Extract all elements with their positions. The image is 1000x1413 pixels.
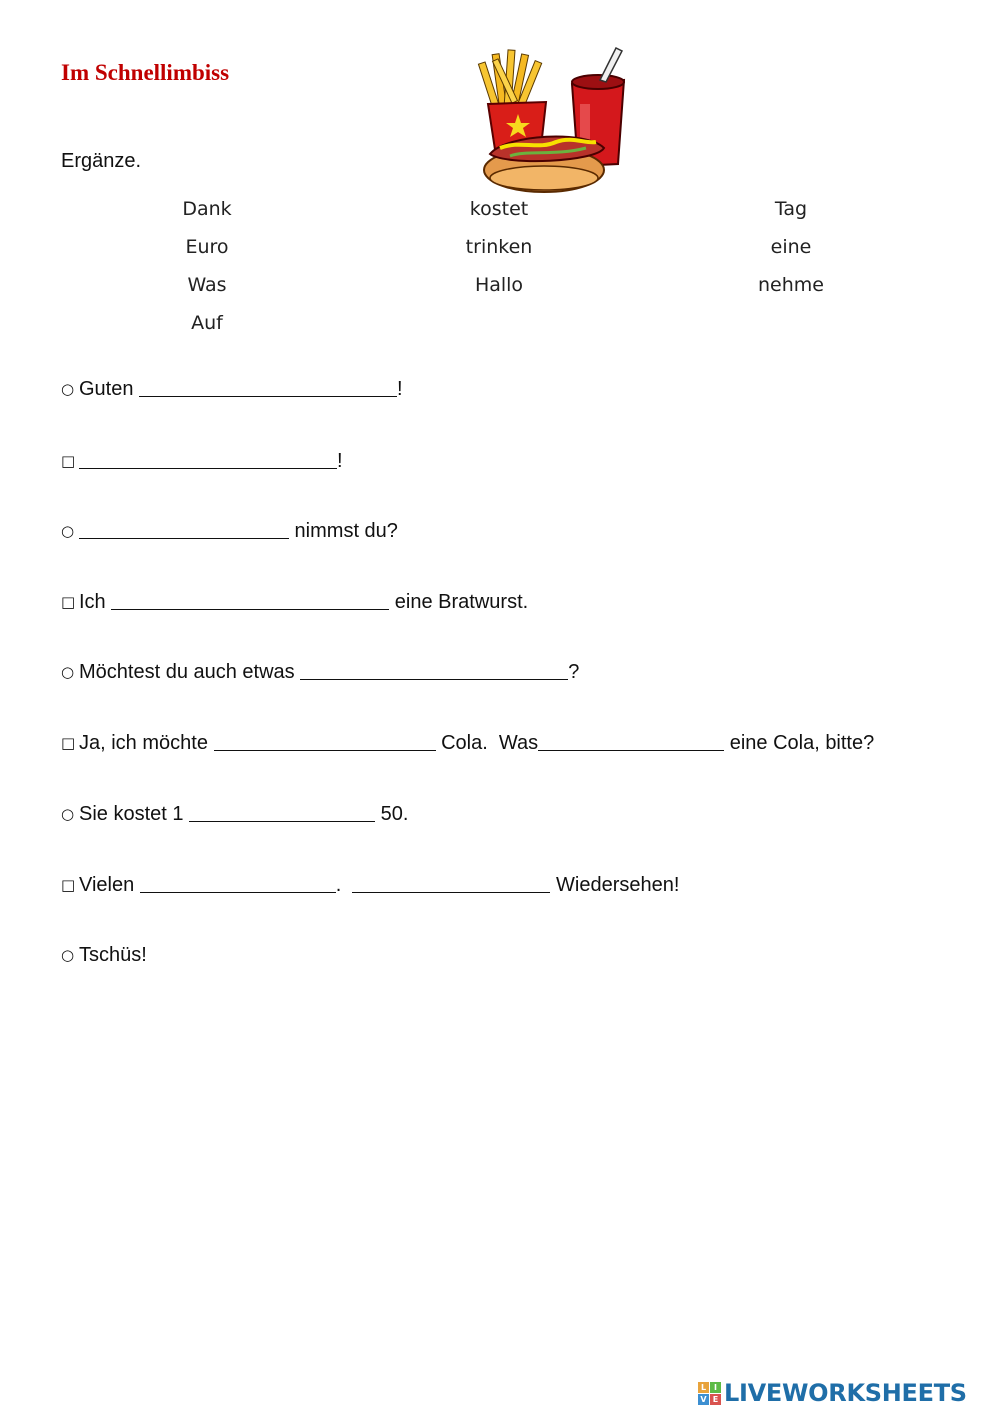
- line-text: nimmst du?: [289, 520, 398, 542]
- line-text: Sie kostet 1: [79, 803, 190, 825]
- square-marker-icon: □: [61, 452, 76, 470]
- word-bank-item: kostet: [469, 198, 529, 220]
- line-text: !: [397, 378, 403, 400]
- answer-blank[interactable]: [352, 874, 550, 893]
- dialogue-line: [61, 378, 403, 401]
- dialogue-line: [61, 944, 147, 967]
- line-text: Guten: [79, 378, 140, 400]
- line-text: Ja, ich möchte: [79, 732, 214, 754]
- logo-letter: L: [698, 1382, 709, 1393]
- answer-blank[interactable]: [79, 520, 289, 539]
- word-bank-item: Euro: [185, 236, 229, 258]
- dialogue-line: [61, 874, 679, 897]
- circle-marker-icon: ○: [61, 805, 75, 823]
- liveworksheets-logo[interactable]: [698, 1378, 967, 1408]
- answer-blank[interactable]: [538, 732, 724, 751]
- square-marker-icon: □: [61, 734, 76, 752]
- circle-marker-icon: ○: [61, 663, 75, 681]
- word-bank-item: eine: [770, 236, 812, 258]
- line-text: eine Bratwurst.: [389, 591, 529, 613]
- line-text: Cola. Was: [435, 732, 539, 754]
- dialogue-line: [61, 450, 343, 473]
- line-text: Ich: [79, 591, 112, 613]
- logo-blocks-icon: [698, 1382, 721, 1405]
- dialogue-line: [61, 803, 408, 826]
- dialogue-line: [61, 520, 398, 543]
- answer-blank[interactable]: [189, 803, 375, 822]
- logo-text: LIVEWORKSHEETS: [724, 1379, 967, 1407]
- word-bank-item: Was: [187, 274, 227, 296]
- circle-marker-icon: ○: [61, 522, 75, 540]
- answer-blank[interactable]: [79, 450, 337, 469]
- word-bank-item: nehme: [758, 274, 824, 296]
- line-text: Möchtest du auch etwas: [79, 661, 301, 683]
- word-bank-item: trinken: [465, 236, 533, 258]
- square-marker-icon: □: [61, 593, 76, 611]
- logo-letter: V: [698, 1394, 709, 1405]
- answer-blank[interactable]: [111, 591, 389, 610]
- line-text: !: [337, 450, 343, 472]
- logo-letter: E: [710, 1394, 721, 1405]
- line-text: eine Cola, bitte?: [724, 732, 875, 754]
- circle-marker-icon: ○: [61, 380, 75, 398]
- answer-blank[interactable]: [214, 732, 436, 751]
- answer-blank[interactable]: [139, 378, 397, 397]
- word-bank-item: Dank: [182, 198, 232, 220]
- line-text: 50.: [375, 803, 409, 825]
- worksheet-title: Im Schnellimbiss: [61, 60, 230, 85]
- line-text: ?: [568, 661, 580, 683]
- dialogue-line: [61, 591, 528, 614]
- fast-food-illustration-icon: [476, 44, 632, 196]
- word-bank-item: Hallo: [474, 274, 524, 296]
- circle-marker-icon: ○: [61, 946, 75, 964]
- line-text: .: [335, 874, 353, 896]
- line-text: Tschüs!: [79, 944, 147, 966]
- word-bank-item: Auf: [191, 312, 223, 334]
- answer-blank[interactable]: [300, 661, 568, 680]
- word-bank-item: Tag: [774, 198, 808, 220]
- answer-blank[interactable]: [140, 874, 336, 893]
- line-text: Wiedersehen!: [550, 874, 680, 896]
- instruction-text: Ergänze.: [61, 150, 142, 172]
- dialogue-line: [61, 732, 874, 755]
- line-text: Vielen: [79, 874, 140, 896]
- dialogue-line: [61, 661, 579, 684]
- logo-letter: I: [710, 1382, 721, 1393]
- square-marker-icon: □: [61, 876, 76, 894]
